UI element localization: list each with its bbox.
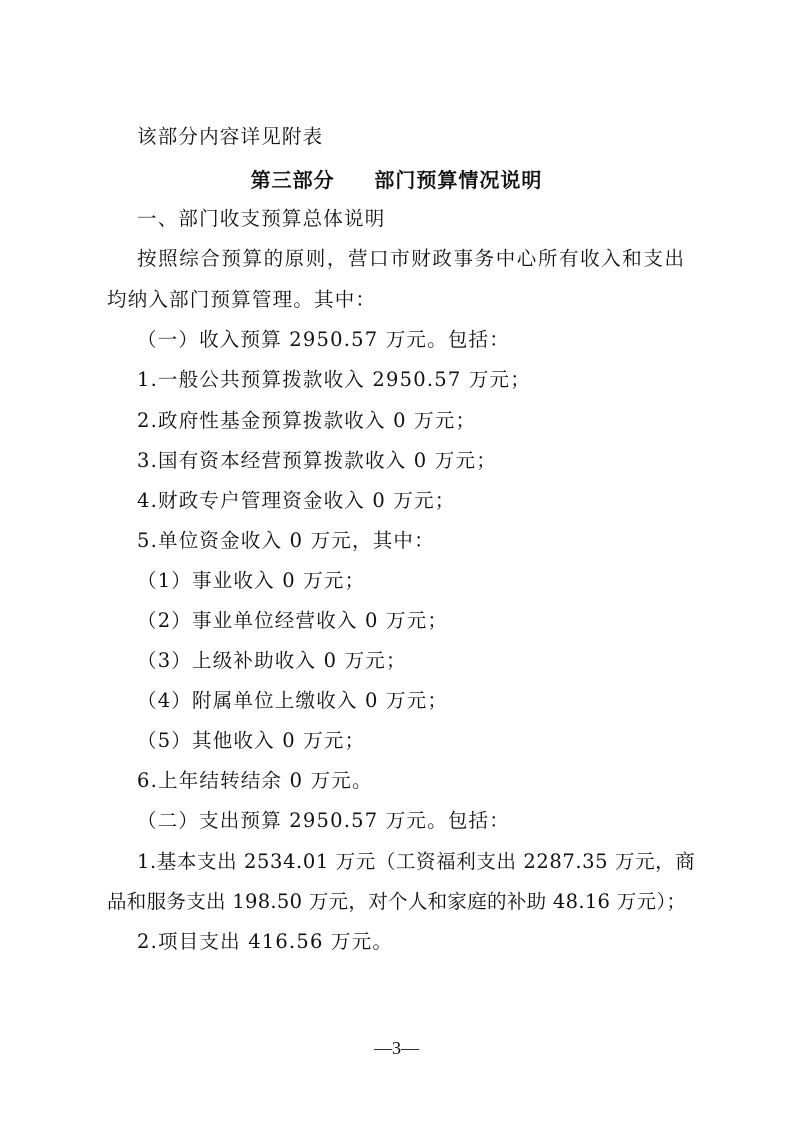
expense-item-continuation: 品和服务支出 198.50 万元，对个人和家庭的补助 48.16 万元）；: [107, 890, 687, 913]
expense-item: 1.基本支出 2534.01 万元（工资福利支出 2287.35 万元，商: [137, 850, 696, 873]
income-subitem: （2）事业单位经营收入 0 万元；: [137, 609, 449, 632]
page-number: —3—: [374, 1038, 419, 1058]
paragraph-line: 按照综合预算的原则，营口市财政事务中心所有收入和支出: [137, 247, 686, 270]
expense-budget-title: （二）支出预算 2950.57 万元。包括：: [137, 809, 510, 832]
income-item: 5.单位资金收入 0 万元，其中：: [137, 529, 435, 552]
income-item: 3.国有资本经营预算拨款收入 0 万元；: [137, 449, 497, 472]
intro-line: 该部分内容详见附表: [137, 125, 324, 148]
income-subitem: （3）上级补助收入 0 万元；: [137, 649, 407, 672]
income-subitem: （5）其他收入 0 万元；: [137, 729, 366, 752]
income-subitem: （4）附属单位上缴收入 0 万元；: [137, 689, 449, 712]
income-item: 6.上年结转结余 0 万元。: [137, 769, 373, 792]
income-item: 2.政府性基金预算拨款收入 0 万元；: [137, 409, 477, 432]
section-heading: 第三部分 部门预算情况说明: [250, 168, 543, 192]
income-budget-title: （一）收入预算 2950.57 万元。包括：: [137, 328, 510, 351]
subheading-overall-budget: 一、部门收支预算总体说明: [137, 207, 386, 230]
income-item: 4.财政专户管理资金收入 0 万元；: [137, 489, 456, 512]
paragraph-line: 均纳入部门预算管理。其中：: [107, 288, 377, 311]
income-item: 1.一般公共预算拨款收入 2950.57 万元；: [137, 368, 531, 391]
income-subitem: （1）事业收入 0 万元；: [137, 569, 366, 592]
expense-item: 2.项目支出 416.56 万元。: [137, 930, 394, 953]
